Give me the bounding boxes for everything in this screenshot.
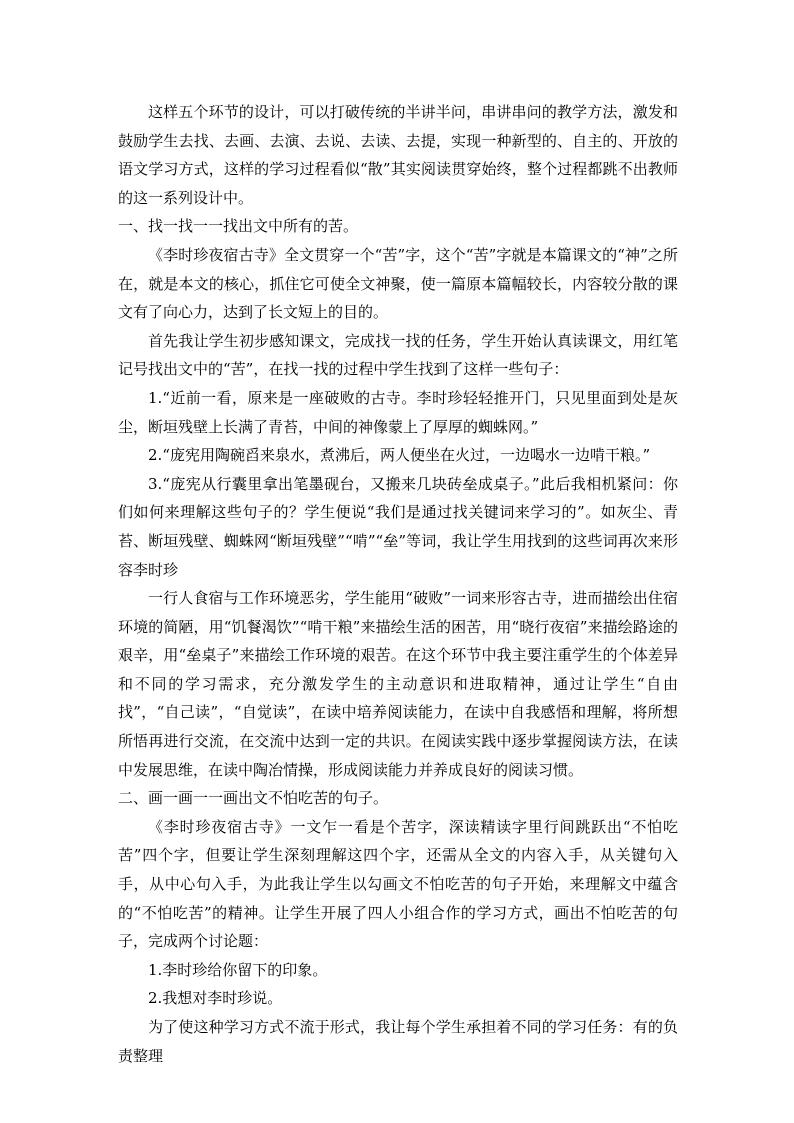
- paragraph: 一行人食宿与工作环境恶劣，学生能用“破败”一词来形容古寺，进而描绘出住宿环境的简陋，用“饥餐渴饮”“啃干粮”来描绘生活的困苦，用“晓行夜宿”来描绘路途的艰辛，用“垒桌子”来描绘工作环境的艰苦。在这个环节中我主要注重学生的个体差异和不同的学习需求，充分激发学生的主动意识和进取精神，通过让学生“自由找”，“自己读”，“自觉读”，在读中培养阅读能力，在读中自我感悟和理解，将所想所悟再进行交流，在交流中达到一定的共识。在阅读实践中逐步掌握阅读方法，在读中发展思维，在读中陶冶情操，形成阅读能力并养成良好的阅读习惯。: [118, 589, 678, 779]
- discussion-item-2: 2.我想对李时珍说。: [148, 989, 283, 1008]
- paragraph: 首先我让学生初步感知课文，完成找一找的任务，学生开始认真读课文，用红笔记号找出文中的“苦”，在找一找的过程中学生找到了这样一些句子：: [118, 331, 678, 379]
- paragraph: 《李时珍夜宿古寺》全文贯穿一个“苦”字，这个“苦”字就是本篇课文的“神”之所在，就是本文的核心，抓住它可使全文神聚，使一篇原本篇幅较长，内容较分散的课文有了向心力，达到了长文短上的目的。: [118, 245, 678, 322]
- paragraph-last: 为了使这种学习方式不流于形式，我让每个学生承担着不同的学习任务：有的负责整理: [118, 1018, 678, 1065]
- paragraph: 《李时珍夜宿古寺》一文乍一看是个苦字，深读精读字里行间跳跃出“不怕吃苦”四个字，但要让学生深刻理解这四个字，还需从全文的内容入手，从关键句入手，从中心句入手，为此我让学生以勾画文不怕吃苦的句子开始，来理解文中蕴含的“不怕吃苦”的精神。让学生开展了四人小组合作的学习方式，画出不怕吃苦的句子，完成两个讨论题：: [118, 817, 678, 951]
- section-heading-1: 一、找一找一一找出文中所有的苦。: [118, 217, 359, 236]
- document-page: [118, 98, 678, 1070]
- section-heading-2: 二、画一画一一画出文不怕吃苦的句子。: [118, 789, 389, 808]
- quote-item-1: 1.“近前一看，原来是一座破败的古寺。李时珍轻轻推开门，只见里面到处是灰尘，断垣残壁上长满了青苔，中间的神像蒙上了厚厚的蜘蛛网。”: [118, 388, 678, 436]
- discussion-item-1: 1.李时珍给你留下的印象。: [148, 960, 328, 979]
- quote-item-2: 2.“庞宪用陶碗舀来泉水，煮沸后，两人便坐在火过，一边喝水一边啃干粮。”: [148, 446, 651, 465]
- quote-item-3: 3.“庞宪从行囊里拿出笔墨砚台，又搬来几块砖垒成桌子。”此后我相机紧问：你们如何来理解这些句子的？学生便说“我们是通过找关键词来学习的”。如灰尘、青苔、断垣残壁、蜘蛛网“断垣残壁”“啃”“垒”等词，我让学生用找到的这些词再次来形容李时珍: [118, 474, 678, 579]
- paragraph-intro: 这样五个环节的设计，可以打破传统的半讲半问，串讲串问的教学方法，激发和鼓励学生去找、去画、去演、去说、去读、去提，实现一种新型的、自主的、开放的语文学习方式，这样的学习过程看似“散”其实阅读贯穿始终，整个过程都跳不出教师的这一系列设计中。: [118, 103, 678, 207]
